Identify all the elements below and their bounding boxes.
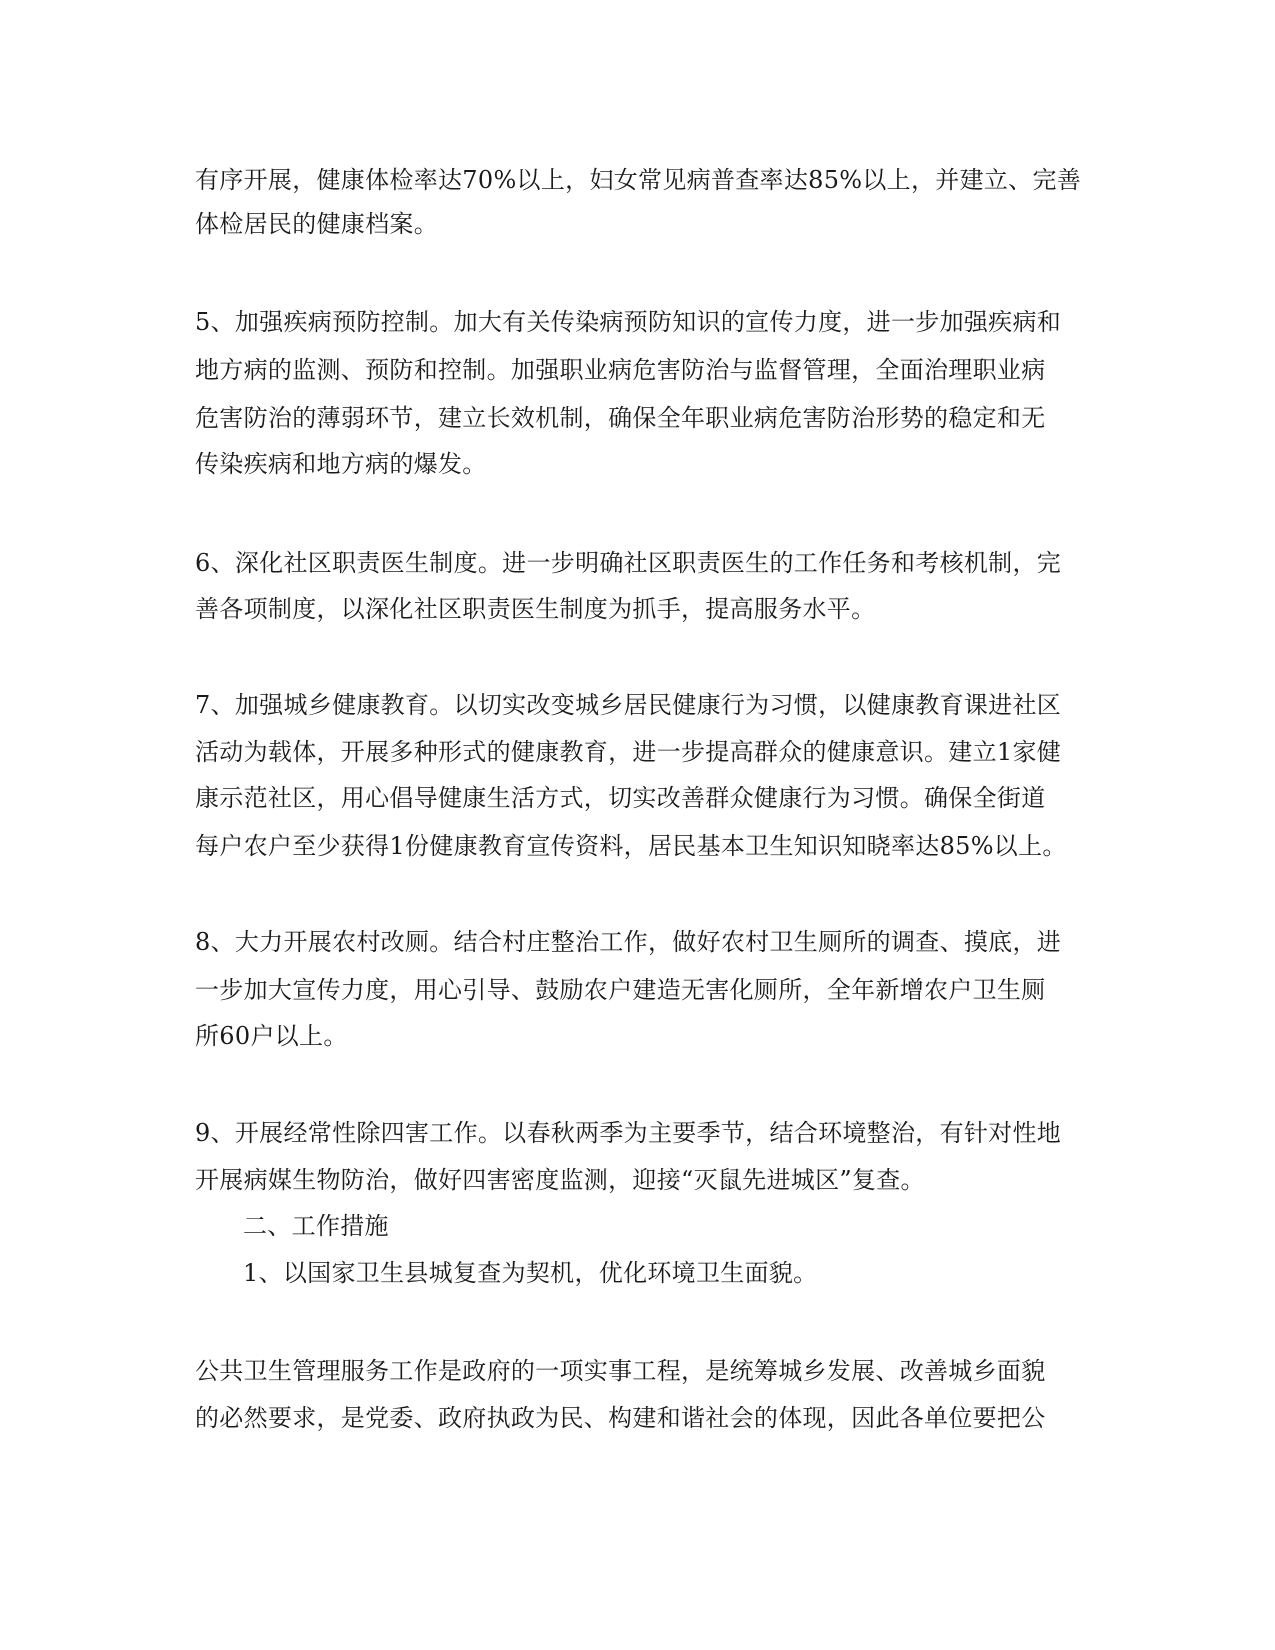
text-line: 一步加大宣传力度，用心引导、鼓励农户建造无害化厕所，全年新增农户卫生厕: [195, 976, 1046, 1004]
text-line: 康示范社区，用心倡导健康生活方式，切实改善群众健康行为习惯。确保全街道: [195, 784, 1046, 812]
text-line: 地方病的监测、预防和控制。加强职业病危害防治与监督管理，全面治理职业病: [195, 356, 1046, 384]
text-line: 公共卫生管理服务工作是政府的一项实事工程，是统筹城乡发展、改善城乡面貌: [195, 1357, 1046, 1385]
text-line: 6、深化社区职责医生制度。进一步明确社区职责医生的工作任务和考核机制，完: [195, 549, 1062, 577]
text-line: 开展病媒生物防治，做好四害密度监测，迎接“灭鼠先进城区”复查。: [195, 1166, 925, 1194]
text-line: 8、大力开展农村改厕。结合村庄整治工作，做好农村卫生厕所的调查、摸底，进: [195, 928, 1062, 956]
text-line: 9、开展经常性除四害工作。以春秋两季为主要季节，结合环境整治，有针对性地: [195, 1119, 1062, 1147]
text-line: 体检居民的健康档案。: [195, 210, 438, 238]
text-line: 有序开展，健康体检率达70%以上，妇女常见病普查率达85%以上，并建立、完善: [195, 166, 1082, 194]
text-line: 传染疾病和地方病的爆发。: [195, 450, 487, 478]
text-line: 所60户以上。: [195, 1022, 348, 1050]
subsection-heading: 1、以国家卫生县城复查为契机，优化环境卫生面貌。: [243, 1259, 818, 1287]
text-line: 善各项制度，以深化社区职责医生制度为抓手，提高服务水平。: [195, 595, 876, 623]
text-line: 5、加强疾病预防控制。加大有关传染病预防知识的宣传力度，进一步加强疾病和: [195, 308, 1062, 336]
section-heading: 二、工作措施: [243, 1212, 389, 1240]
text-line: 7、加强城乡健康教育。以切实改变城乡居民健康行为习惯，以健康教育课进社区: [195, 691, 1062, 719]
text-line: 危害防治的薄弱环节，建立长效机制，确保全年职业病危害防治形势的稳定和无: [195, 404, 1046, 432]
text-line: 每户农户至少获得1份健康教育宣传资料，居民基本卫生知识知晓率达85%以上。: [195, 832, 1067, 860]
text-line: 的必然要求，是党委、政府执政为民、构建和谐社会的体现，因此各单位要把公: [195, 1404, 1046, 1432]
text-line: 活动为载体，开展多种形式的健康教育，进一步提高群众的健康意识。建立1家健: [195, 738, 1062, 766]
